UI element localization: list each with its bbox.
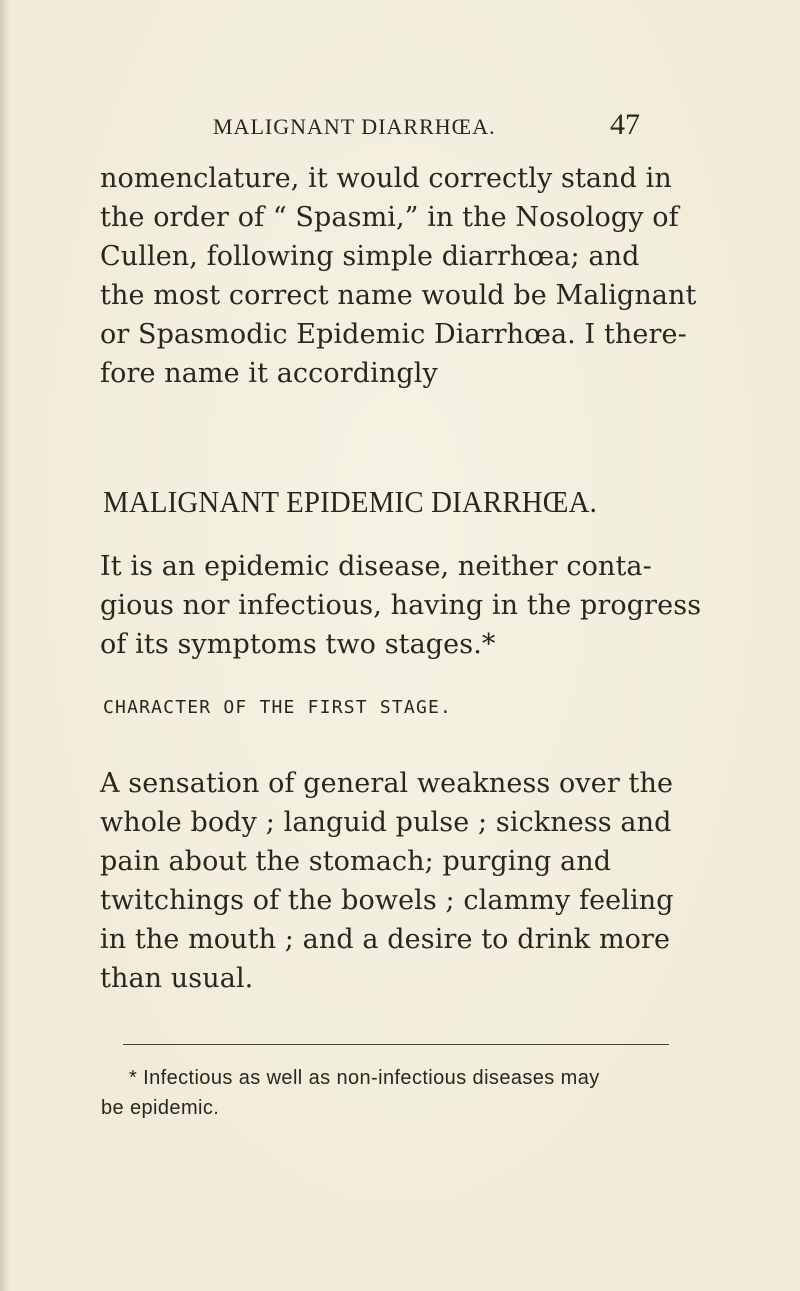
text-line: in the mouth ; and a desire to drink more [100, 924, 671, 955]
paragraph-symptoms [100, 764, 680, 998]
running-title: MALIGNANT DIARRHŒA. [213, 114, 496, 139]
page-gutter-shadow [0, 0, 10, 1291]
text-line: twitchings of the bowels ; clammy feeling [100, 885, 674, 916]
footnote-line: be epidemic. [101, 1097, 220, 1119]
text-line: gious nor infectious, having in the progress [100, 590, 702, 621]
paragraph-definition [100, 547, 702, 664]
subheading-first-stage: CHARACTER OF THE FIRST STAGE. [103, 697, 453, 718]
text-line: or Spasmodic Epidemic Diarrhœa. I there- [100, 319, 687, 350]
footnote [101, 1063, 691, 1123]
text-line: than usual. [100, 963, 254, 994]
footnote-divider [123, 1044, 669, 1045]
text-line: Cullen, following simple diarrhœa; and [100, 241, 640, 272]
text-line: nomenclature, it would correctly stand in [100, 163, 672, 194]
text-line: A sensation of general weakness over the [100, 768, 674, 799]
paragraph-nomenclature [100, 159, 697, 393]
text-line: the order of “ Spasmi,” in the Nosology of [100, 202, 679, 233]
footnote-line: * Infectious as well as non-infectious diseases may [129, 1067, 600, 1089]
text-line: whole body ; languid pulse ; sickness and [100, 807, 672, 838]
section-heading: MALIGNANT EPIDEMIC DIARRHŒA. [103, 484, 597, 519]
text-line: It is an epidemic disease, neither conta- [100, 551, 652, 582]
text-line: pain about the stomach; purging and [100, 846, 612, 877]
text-line: fore name it accordingly [100, 358, 438, 389]
text-line: of its symptoms two stages.* [100, 629, 496, 660]
text-line: the most correct name would be Malignant [100, 280, 697, 311]
page-number: 47 [610, 108, 640, 141]
